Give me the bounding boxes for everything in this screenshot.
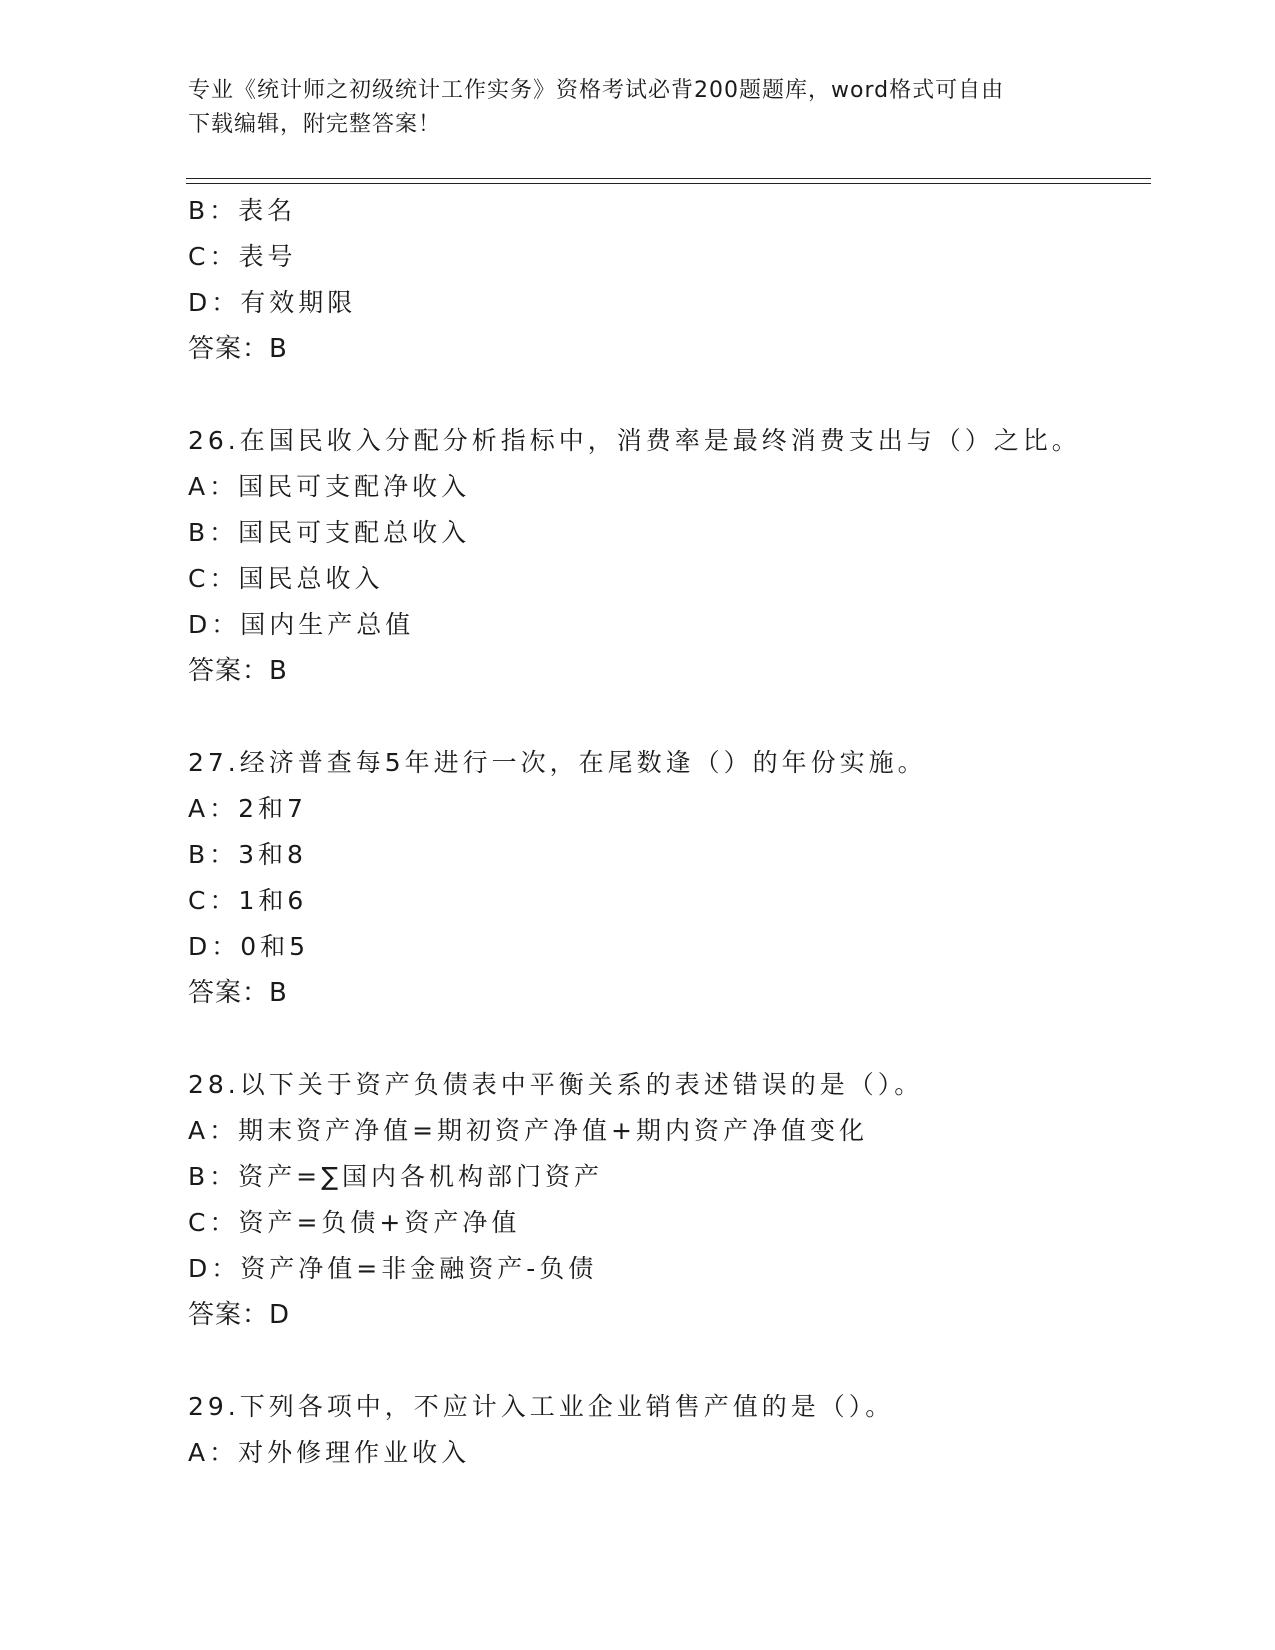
option-d: D：有效期限	[188, 288, 357, 317]
answer: 答案：B	[188, 334, 288, 364]
option-c: C：1和6	[188, 886, 308, 915]
option-c: C：国民总收入	[188, 564, 384, 593]
option-a: A：期末资产净值=期初资产净值+期内资产净值变化	[188, 1116, 868, 1145]
option-b: B：国民可支配总收入	[188, 518, 471, 547]
header-title-line-2: 下载编辑，附完整答案！	[188, 112, 442, 137]
option-a: A：对外修理作业收入	[188, 1438, 471, 1467]
question-28	[188, 1062, 1148, 1338]
header-divider-bottom	[186, 183, 1151, 184]
question-continuation	[188, 188, 1148, 372]
option-a: A：国民可支配净收入	[188, 472, 471, 501]
question-27	[188, 740, 1148, 1016]
spacer	[188, 694, 1148, 740]
question-stem: 29.下列各项中，不应计入工业企业销售产值的是（）。	[188, 1392, 895, 1421]
document-header	[188, 74, 1068, 142]
spacer	[188, 1338, 1148, 1384]
option-b: B：3和8	[188, 840, 307, 869]
question-26	[188, 418, 1148, 694]
option-d: D：0和5	[188, 932, 310, 961]
option-c: C：资产=负债+资产净值	[188, 1208, 521, 1237]
question-stem: 27.经济普查每5年进行一次，在尾数逢（）的年份实施。	[188, 748, 927, 777]
spacer	[188, 372, 1148, 418]
answer: 答案：B	[188, 978, 288, 1008]
option-d: D：国内生产总值	[188, 610, 415, 639]
option-d: D：资产净值=非金融资产-负债	[188, 1254, 598, 1283]
answer: 答案：D	[188, 1300, 291, 1330]
page-content	[188, 188, 1148, 1476]
question-29	[188, 1384, 1148, 1476]
question-stem: 28.以下关于资产负债表中平衡关系的表述错误的是（）。	[188, 1070, 924, 1099]
answer: 答案：B	[188, 656, 288, 686]
spacer	[188, 1016, 1148, 1062]
header-title-line-1: 专业《统计师之初级统计工作实务》资格考试必背200题题库，word格式可自由	[188, 78, 1005, 103]
question-stem: 26.在国民收入分配分析指标中，消费率是最终消费支出与（）之比。	[188, 426, 1081, 455]
option-c: C：表号	[188, 242, 297, 271]
option-a: A：2和7	[188, 794, 307, 823]
header-divider-top	[186, 178, 1151, 179]
option-b: B：资产=∑国内各机构部门资产	[188, 1162, 603, 1191]
option-b: B：表名	[188, 196, 297, 225]
